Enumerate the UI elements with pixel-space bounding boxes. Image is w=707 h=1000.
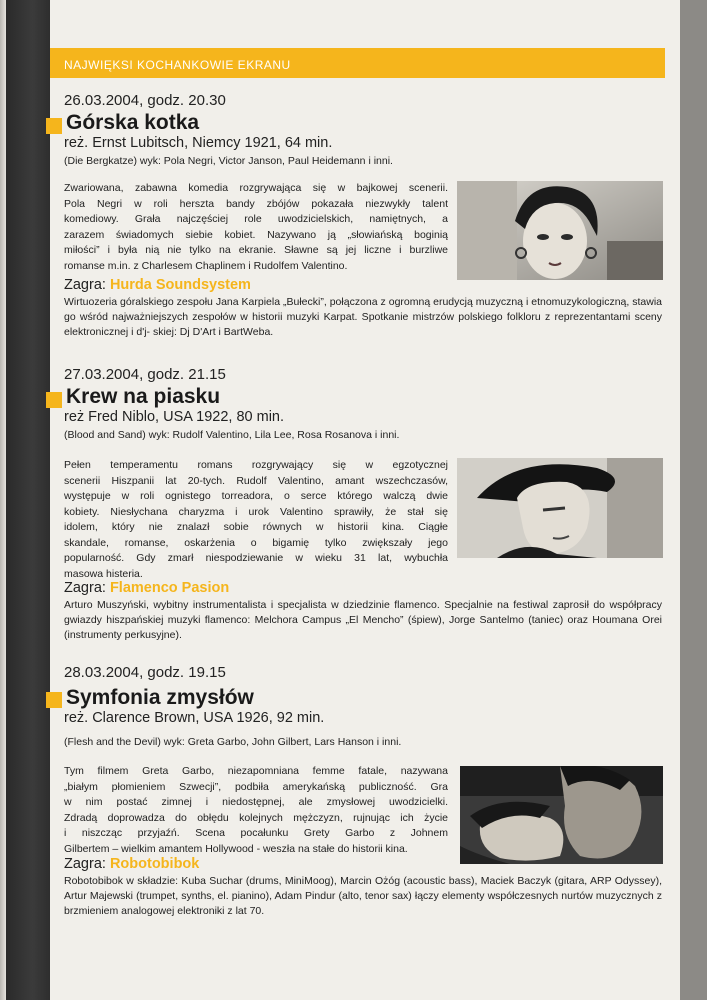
description-line: Zwariowana, zabawna komedia rozgrywająca się w bajkowej scenerii. [64,182,448,194]
description-line: Pola Negri w roli herszta bandy zbójów pokazała niezwykły talent [64,197,448,210]
description-line: idolem, który nie znalazł sobie równych w historii kina. Ciągłe [64,521,448,533]
title-marker [46,392,62,408]
band-name: Hurda Soundsystem [109,277,251,293]
description-line: Gilbertem – wielkim amantem Hollywood - weszła na stałe do historii kina. [64,842,408,855]
film-cast: (Die Bergkatze) wyk: Pola Negri, Victor Janson, Paul Heidemann i inni. [64,155,393,167]
band-description: Wirtuozeria góralskiego zespołu Jana Karpiela „Bułecki”, połączona z ogromną erudycją muzyczną i etnomuzykologiczną, stawia go wśród najważniejszych zespołów w historii muzyki Karpat. Spotkanie mistrzów polskiego folkloru z reprezentantami sceny elektronicznej i d'j- skiej: Dj D'Art i BartWeba. [64,296,662,338]
description-line: skandale, romanse, oskarżenia o bigamię tylko zwiększały jego [64,536,448,549]
band-description: Robotobibok w składzie: Kuba Suchar (drums, MiniMoog), Marcin Ożóg (acoustic bass), Maciek Baczyk (gitara, ARP Odyssey), Artur Majewski (trumpet, synths, el. pianino), Adam Pindur (alto, tenor sax) łączy elementy współczesnych nurtów muzycznych z brzmieniem analogowej elektroniki z lat 70. [64,875,662,917]
film-description [64,181,448,274]
description-line: i niszcząc przyjaźń. Scena pocałunku Grety Garbo z Johnem [64,827,448,839]
band-description: Arturo Muszyński, wybitny instrumentalista i specjalista w dziedzinie flamenco. Specjalnie na festiwal zaprosił do współpracy gwiazdy hiszpańskiej muzyki flamenco: Melchora Campus „El Mencho” (śpiew), Jorge Santelmo (taniec) oraz Houmana Orei (instrumenty perkusyjne). [64,599,662,641]
description-line: występuje w roli ognistego torreadora, o serce którego walczą dwie [64,490,448,502]
screening-date: 28.03.2004, godz. 19.15 [64,664,226,681]
description-line: miłości” i była nią nie tylko na ekranie. Sławne są jej liczne i burzliwe [64,244,448,256]
description-line: kobiety. Niesłychana charyzma i urok Valentino sprawiły, że stał się [64,505,448,518]
film-credit: reż Fred Niblo, USA 1922, 80 min. [64,409,285,425]
description-line: scenerii Hiszpanii lat 20-tych. Rudolf Valentino, amant wszechczasów, [64,474,448,487]
film-title: Krew na piasku [66,385,221,408]
description-line: w nim postać zimnej i niedostępnej, ale zmysłowej uwodzicielki. [64,796,448,808]
description-line: komediowy. Grała najczęściej role uwodzicielskich, namiętnych, a [64,213,448,225]
film-credit: reż. Clarence Brown, USA 1926, 92 min. [64,710,325,726]
description-line: zarazem świadomych siebie kobiet. Nazywano ją „słowiańską boginią [64,228,448,241]
zagra-label: Zagra: [64,277,106,293]
film-still-krew-na-piasku [457,458,663,558]
description-line: masowa histeria. [64,567,143,580]
film-still-symfonia-zmyslow [460,766,663,864]
film-title: Symfonia zmysłów [66,686,254,709]
performer-line [64,856,199,872]
film-credit: reż. Ernst Lubitsch, Niemcy 1921, 64 min. [64,135,333,151]
band-name: Flamenco Pasion [109,580,230,596]
film-still-gorska-kotka [457,181,663,280]
description-line: Pełen temperamentu romans rozgrywający się w egzotycznej [64,459,448,471]
film-description [64,764,448,857]
description-line: Tym filmem Greta Garbo, niezapomniana femme fatale, nazywana [64,765,448,777]
screening-date: 26.03.2004, godz. 20.30 [64,92,226,109]
zagra-label: Zagra: [64,856,106,872]
description-line: „białym płomieniem Szwecji”, podbiła amerykańską publiczność. Gra [64,780,448,793]
performer-line [64,580,229,596]
screening-date: 27.03.2004, godz. 21.15 [64,366,226,383]
film-description [64,458,448,582]
description-line: Zdradą doprowadza do obłędu kolejnych mężczyzn, rujnując ich życie [64,811,448,824]
film-cast: (Flesh and the Devil) wyk: Greta Garbo, John Gilbert, Lars Hanson i inni. [64,736,402,748]
zagra-label: Zagra: [64,580,106,596]
binding-spine [6,0,50,1000]
section-title: NAJWIĘKSI KOCHANKOWIE EKRANU [64,58,291,72]
title-marker [46,118,62,134]
performer-line [64,277,251,293]
title-marker [46,692,62,708]
description-line: romanse m.in. z Charlesem Chaplinem i Rudolfem Valentino. [64,259,348,272]
film-cast: (Blood and Sand) wyk: Rudolf Valentino, Lila Lee, Rosa Rosanova i inni. [64,429,400,441]
film-title: Górska kotka [66,111,200,134]
description-line: popularność. Gdy zmarł niespodziewanie w wieku 31 lat, wybuchła [64,552,448,564]
band-name: Robotobibok [109,856,200,872]
